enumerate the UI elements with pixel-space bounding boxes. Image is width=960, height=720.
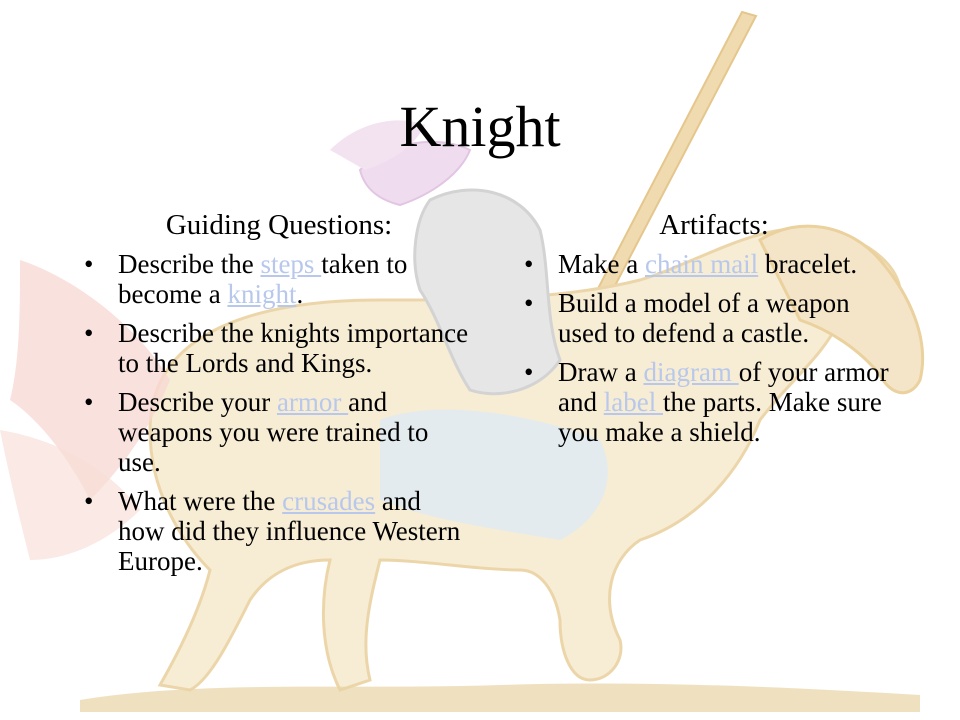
bullet-text: Describe your xyxy=(118,387,277,417)
bullet-text: . xyxy=(296,279,304,309)
bullet-text: the parts. Make sure you make a shield. xyxy=(558,387,882,447)
bullet-item xyxy=(524,249,904,279)
hyperlink-steps[interactable]: steps xyxy=(260,249,322,279)
bullet-item xyxy=(524,288,904,348)
hyperlink-crusades[interactable]: crusades xyxy=(282,486,376,516)
bullet-text: and how did they influence Western Europe. xyxy=(118,486,461,576)
bullet-text: Draw a xyxy=(558,357,644,387)
hyperlink-armor[interactable]: armor xyxy=(276,387,349,417)
guiding-questions-column xyxy=(84,205,474,585)
bullet-item xyxy=(84,486,474,576)
bullet-item xyxy=(524,357,904,447)
bullet-text: Make a xyxy=(558,249,645,279)
bullet-item xyxy=(84,318,474,378)
hyperlink-knight[interactable]: knight xyxy=(227,279,297,309)
bullet-text: taken to become a xyxy=(118,249,408,309)
hyperlink-label[interactable]: label xyxy=(603,387,663,417)
bullet-text: Describe the knights importance to the Lords and Kings. xyxy=(118,318,469,378)
bullet-text: and weapons you were trained to use. xyxy=(118,387,429,477)
bullet-item xyxy=(84,387,474,477)
artifacts-list xyxy=(524,249,904,447)
artifacts-column xyxy=(524,205,904,456)
bullet-text: bracelet. xyxy=(758,249,858,279)
guiding-questions-list xyxy=(84,249,474,576)
artifacts-heading: Artifacts: xyxy=(659,209,769,241)
bullet-text: What were the xyxy=(118,486,283,516)
bullet-text: Describe the xyxy=(118,249,261,279)
slide-title: Knight xyxy=(399,94,561,159)
hyperlink-diagram[interactable]: diagram xyxy=(643,357,739,387)
hyperlink-chain-mail[interactable]: chain mail xyxy=(644,249,759,279)
guiding-questions-heading: Guiding Questions: xyxy=(165,209,393,241)
bullet-text: Build a model of a weapon used to defend a castle. xyxy=(558,288,850,348)
ground xyxy=(80,683,920,712)
bullet-text: of your armor and xyxy=(558,357,889,417)
bullet-item xyxy=(84,249,474,309)
